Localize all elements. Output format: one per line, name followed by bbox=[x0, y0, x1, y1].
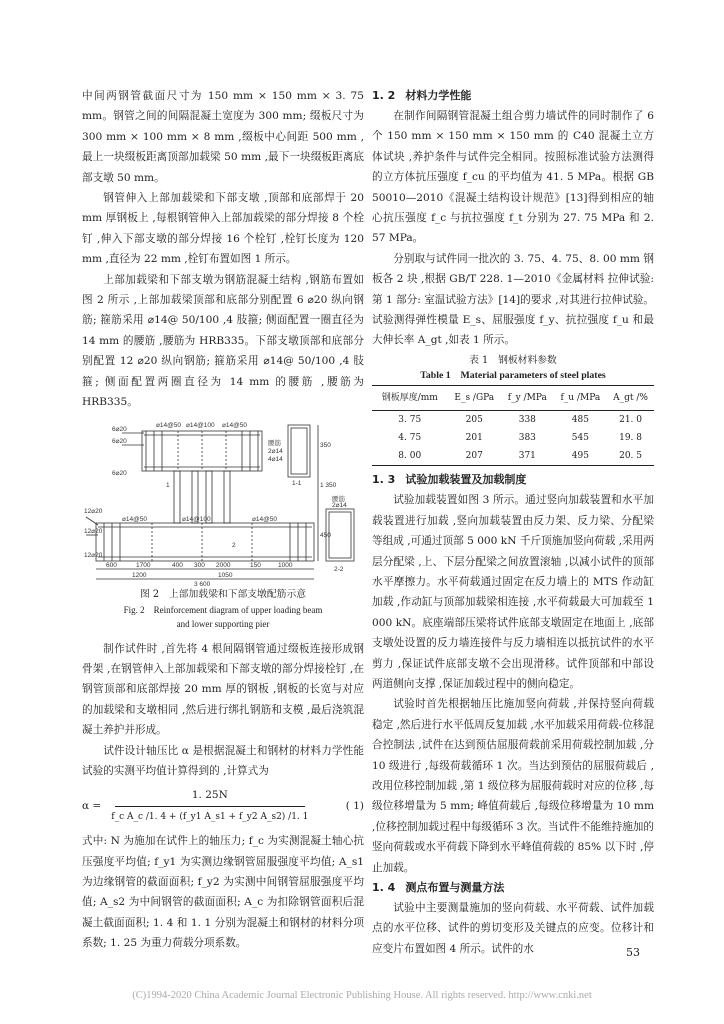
label-waist-bar: 腰筋 bbox=[268, 439, 281, 447]
label-waist-bar: 4⌀14 bbox=[268, 455, 283, 463]
paragraph: 试件设计轴压比 α 是根据混凝土和钢材的材料力学性能试验的实测平均值计算得到的 ,计算式为 bbox=[82, 744, 364, 777]
label-stirrup: ⌀14@50 bbox=[252, 515, 277, 523]
page-number: 53 bbox=[626, 946, 640, 959]
table-cell: 371 bbox=[501, 447, 554, 466]
section-heading: 1. 2 材料力学性能 bbox=[372, 89, 472, 102]
table-header: 钢板厚度/mm bbox=[372, 385, 448, 410]
right-column bbox=[372, 86, 654, 959]
paragraph: 在制作间隔钢管混凝土组合剪力墙试件的同时制作了 6 个 150 mm × 150 mm × 150 mm 的 C40 混凝土立方体试块 ,养护条件与试件完全相同。按照标准试验方法测得的立方体抗压强度 f_cu 的平均值为 41. 5 MPa。根据 GB 50010—2010《混凝土结构设计规范》[13]得到相应的轴心抗压强度 f_c 与抗拉强度 f_t 分别为 27. 75 MPa 和 2. 57 MPa。 bbox=[372, 110, 654, 245]
figure-2-reinforcement-diagram bbox=[82, 417, 364, 587]
figure-caption-en: and lower supporting pier bbox=[176, 618, 270, 629]
table-cell: 338 bbox=[518, 415, 536, 426]
label-6d20: 6⌀20 bbox=[112, 469, 127, 477]
figure-caption: 图 2 上部加载梁和下部支墩配筋示意 bbox=[139, 588, 307, 600]
label-12d20: 12⌀20 bbox=[84, 551, 103, 559]
table-row bbox=[372, 447, 654, 466]
label-6d20: 6⌀20 bbox=[112, 437, 127, 445]
table-cell: 201 bbox=[465, 433, 483, 444]
dim-label: 1000 bbox=[278, 561, 293, 569]
table-cell: 4. 75 bbox=[398, 433, 422, 444]
dim-label: 450 bbox=[320, 531, 331, 539]
equation-lhs: α = bbox=[82, 800, 102, 813]
table-row bbox=[372, 429, 654, 447]
table-header-row bbox=[372, 385, 654, 410]
paragraph: 中间两钢管截面尺寸为 150 mm × 150 mm × 3. 75 mm。钢管之间的间隔混凝土宽度为 300 mm; 缀板尺寸为 300 mm × 100 mm × 8 mm ,缀板中心间距 500 mm ,最上一块缀板距离顶部加载梁 50 mm ,最下一块缀板距离底部支墩 50 mm。 bbox=[82, 90, 364, 184]
table-cell: 383 bbox=[518, 433, 536, 444]
dim-label: 3 600 bbox=[194, 580, 211, 587]
equation-number: ( 1) bbox=[345, 800, 364, 813]
table-cell: 545 bbox=[571, 433, 589, 444]
table-cell: 3. 75 bbox=[398, 415, 422, 426]
dim-label: 2000 bbox=[216, 561, 231, 569]
paragraph: 分别取与试件同一批次的 3. 75、4. 75、8. 00 mm 钢板各 2 块 ,根据 GB/T 228. 1—2010《金属材料 拉伸试验: 第 1 部分: 室温试验方法》[14]的要求 ,对其进行拉伸试验。试验测得弹性模量 E_s、屈服强度 f_y、抗拉强度 f_u 和最大伸长率 A_gt ,如表 1 所示。 bbox=[372, 252, 654, 347]
label-waist-bar: 2⌀14 bbox=[268, 447, 283, 455]
equation-1 bbox=[82, 785, 364, 827]
paragraph: 试验中主要测量施加的竖向荷载、水平荷载、试件加载点的水平位移、试件的剪切变形及关键点的应变。位移计和应变片布置如图 4 所示。试件的水 bbox=[372, 902, 654, 955]
label-waist-bar: 腰筋 bbox=[332, 495, 345, 503]
dim-label: 1 350 bbox=[320, 481, 337, 489]
table-cell: 207 bbox=[448, 447, 502, 466]
label-stirrup: ⌀14@50 bbox=[156, 421, 181, 429]
equation-denominator: f_c A_c /1. 4 + (f_y1 A_s1 + f_y2 A_s2) /1. 1 bbox=[111, 811, 309, 822]
table-header: f_u /MPa bbox=[554, 385, 608, 410]
table-cell: 485 bbox=[571, 415, 589, 426]
label-stirrup: ⌀14@50 bbox=[122, 515, 147, 523]
label-12d20: 12⌀20 bbox=[84, 507, 103, 515]
dim-label: 400 bbox=[172, 561, 183, 569]
table-caption-en: Table 1 Material parameters of steel plates bbox=[420, 369, 606, 381]
section-mark: 1 bbox=[166, 481, 170, 489]
dim-label: 600 bbox=[106, 561, 117, 569]
paragraph: 钢管伸入上部加载梁和下部支墩 ,顶部和底部焊于 20 mm 厚钢板上 ,每根钢管伸入上部加载梁的部分焊接 8 个栓钉 ,伸入下部支墩的部分焊接 16 个栓钉 ,栓钉长度为 120 mm ,直径为 22 mm ,栓钉布置如图 1 所示。 bbox=[82, 192, 364, 266]
table-row bbox=[372, 411, 654, 430]
figure-caption-en: Fig. 2 Reinforcement diagram of upper loading beam bbox=[123, 604, 323, 615]
section-label: 2-2 bbox=[334, 565, 344, 573]
left-column bbox=[82, 86, 364, 954]
label-stirrup: ⌀14@100 bbox=[182, 515, 211, 523]
table-cell: 20. 5 bbox=[607, 447, 654, 466]
dim-label: 350 bbox=[320, 441, 331, 449]
label-waist-bar: 2⌀14 bbox=[332, 501, 347, 509]
section-heading: 1. 3 试验加载装置及加载制度 bbox=[372, 473, 527, 487]
table-header: E_s /GPa bbox=[448, 385, 502, 410]
table-cell: 21. 0 bbox=[619, 415, 642, 426]
paragraph: 试验加载装置如图 3 所示。通过竖向加载装置和水平加载装置进行加载 ,竖向加载装置由反力架、反力梁、分配梁等组成 ,可通过顶部 5 000 kN 千斤顶施加竖向荷载 ,采用两层分配梁 ,上、下层分配梁之间放置滚轴 ,以减小试件的顶部水平摩擦力。水平荷载通过固定在反力墙上的 MTS 作动缸加载 ,作动缸与顶部加载梁相连接 ,水平荷载最大可加载至 1 000 kN。底座端部压梁将试件底部支墩固定在地面上 ,底部支墩处设置的反力墙连接件与反力墙相连以抵抗试件的水平剪力 ,保证试件底部支墩不会出现滑移。试件顶部和中部设两道侧向支撑 ,保证加载过程中的侧向稳定。 bbox=[372, 494, 654, 690]
table-cell: 8. 00 bbox=[372, 447, 448, 466]
section-heading: 1. 4 测点布置与测量方法 bbox=[372, 881, 505, 894]
table-header: f_y /MPa bbox=[501, 385, 554, 410]
table-cell: 495 bbox=[554, 447, 608, 466]
paragraph: 试验时首先根据轴压比施加竖向荷载 ,并保持竖向荷载稳定 ,然后进行水平低周反复加载 ,水平加载采用荷载-位移混合控制法 ,试件在达到预估屈服荷载前采用荷载控制加载 ,分 10 级进行 ,每级荷载循环 1 次。当达到预估的屈服荷载后 ,改用位移控制加载 ,第 1 级位移为屈服荷载时对应的位移 ,每级位移增量为 5 mm; 峰值荷载后 ,每级位移增量为 10 mm ,位移控制加载过程中每级循环 3 次。当试件不能维持施加的竖向荷载或水平荷载下降到水平峰值荷载的 85% 以下时 ,停止加载。 bbox=[372, 698, 654, 874]
table-caption: 表 1 钢板材料参数 bbox=[469, 354, 557, 366]
label-stirrup: ⌀14@100 bbox=[186, 421, 215, 429]
table-cell: 19. 8 bbox=[619, 433, 642, 444]
lower-pier-outline bbox=[96, 523, 314, 561]
dim-label: 1700 bbox=[136, 561, 151, 569]
paragraph: 制作试件时 ,首先将 4 根间隔钢管通过缀板连接形成钢骨架 ,在钢管伸入上部加载梁和下部支墩的部分焊接栓钉 ,在钢管顶部和底部焊接 20 mm 厚的钢板 ,钢板的长宽与对应的加载梁和支墩相同 ,然后进行绑扎钢筋和支模 ,最后浇筑混凝土养护并形成。 bbox=[82, 642, 364, 737]
dim-label: 300 bbox=[194, 561, 205, 569]
dim-label: 1050 bbox=[218, 571, 233, 579]
label-12d20: 12⌀20 bbox=[84, 527, 103, 535]
material-table bbox=[372, 385, 654, 466]
section-label: 1-1 bbox=[292, 479, 302, 487]
dim-label: 1200 bbox=[132, 571, 147, 579]
label-stirrup: ⌀14@50 bbox=[222, 421, 247, 429]
dim-label: 150 bbox=[250, 561, 261, 569]
reinforcement-drawing bbox=[82, 417, 364, 587]
copyright-footer: (C)1994-2020 China Academic Journal Electronic Publishing House. All rights reserved. http://www.cnki.net bbox=[132, 990, 592, 1001]
equation-numerator: 1. 25N bbox=[191, 789, 228, 802]
table-cell: 205 bbox=[465, 415, 483, 426]
table-header: A_gt /% bbox=[607, 385, 654, 410]
equation-fraction bbox=[111, 785, 308, 827]
paragraph: 上部加载梁和下部支墩为钢筋混凝土结构 ,钢筋布置如图 2 所示 ,上部加载梁顶部和底部分别配置 6 ⌀20 纵向钢筋; 箍筋采用 ⌀14@ 50/100 ,4 肢箍; 侧面配置一圈直径为 14 mm 的腰筋 ,腰筋为 HRB335。下部支墩顶部和底部分别配置 12 ⌀20 纵向钢筋; 箍筋采用 ⌀14@ 50/100 ,4 肢箍; 侧面配置两圈直径为 14 mm 的腰筋 ,腰筋为 HRB335。 bbox=[82, 273, 364, 409]
section-mark: 2 bbox=[232, 541, 236, 549]
paragraph: 式中: N 为施加在试件上的轴压力; f_c 为实测混凝土轴心抗压强度平均值; f_y1 为实测边缘钢管屈服强度平均值; A_s1 为边缘钢管的截面面积; f_y2 为实测中间钢管屈服强度平均值; A_s2 为中间钢管的截面面积; A_c 为扣除钢管面积后混凝土截面面积; 1. 4 和 1. 1 分别为混凝土和钢材的材料分项系数; 1. 25 为重力荷载分项系数。 bbox=[82, 835, 364, 950]
label-6d20: 6⌀20 bbox=[112, 425, 127, 433]
